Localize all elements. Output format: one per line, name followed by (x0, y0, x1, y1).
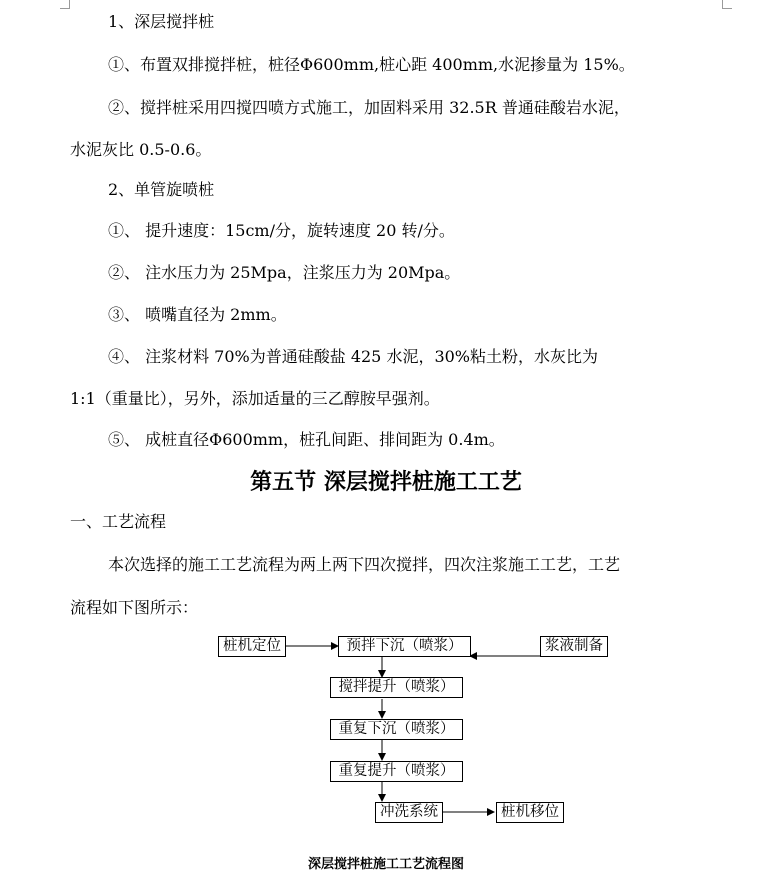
flow-box-repeat-lifting: 重复提升（喷浆） (330, 761, 463, 782)
list-item: ①、 提升速度：15cm/分，旋转速度 20 转/分。 (108, 221, 455, 240)
list-item: ③、 喷嘴直径为 2mm。 (108, 305, 287, 324)
list-item-continuation: 1:1（重量比），另外，添加适量的三乙醇胺早强剂。 (70, 389, 440, 408)
section-heading: 第五节 深层搅拌桩施工工艺 (250, 469, 522, 495)
flow-box-flush-system: 冲洗系统 (375, 802, 443, 823)
paragraph-line: 流程如下图所示： (70, 598, 199, 617)
flow-box-repeat-sinking: 重复下沉（喷浆） (330, 719, 463, 740)
flow-box-pile-positioning: 桩机定位 (218, 636, 286, 657)
item-heading-deep-mixing-pile: 1、深层搅拌桩 (108, 12, 215, 31)
list-item: ②、 注水压力为 25Mpa，注浆压力为 20Mpa。 (108, 263, 461, 282)
list-item: ⑤、 成桩直径Φ600mm，桩孔间距、排间距为 0.4m。 (108, 430, 505, 449)
item-heading-jet-grout-pile: 2、单管旋喷桩 (108, 180, 215, 199)
flow-box-rig-relocation: 桩机移位 (496, 802, 564, 823)
list-item: ④、 注浆材料 70%为普通硅酸盐 425 水泥，30%粘土粉，水灰比为 (108, 347, 599, 366)
list-item: ②、搅拌桩采用四搅四喷方式施工，加固料采用 32.5R 普通硅酸岩水泥， (108, 98, 630, 117)
flow-box-slurry-preparation: 浆液制备 (540, 636, 608, 657)
flowchart-caption: 深层搅拌桩施工工艺流程图 (307, 857, 464, 872)
subsection-heading: 一、工艺流程 (70, 512, 167, 531)
flow-box-mixing-lifting: 搅拌提升（喷浆） (330, 677, 463, 698)
paragraph-line: 本次选择的施工工艺流程为两上两下四次搅拌，四次注浆施工工艺，工艺 (108, 555, 621, 574)
flow-box-premix-sinking: 预拌下沉（喷浆） (338, 636, 471, 657)
list-item-continuation: 水泥灰比 0.5-0.6。 (70, 140, 212, 159)
list-item: ①、布置双排搅拌桩，桩径Φ600mm,桩心距 400mm,水泥掺量为 15%。 (108, 55, 635, 74)
